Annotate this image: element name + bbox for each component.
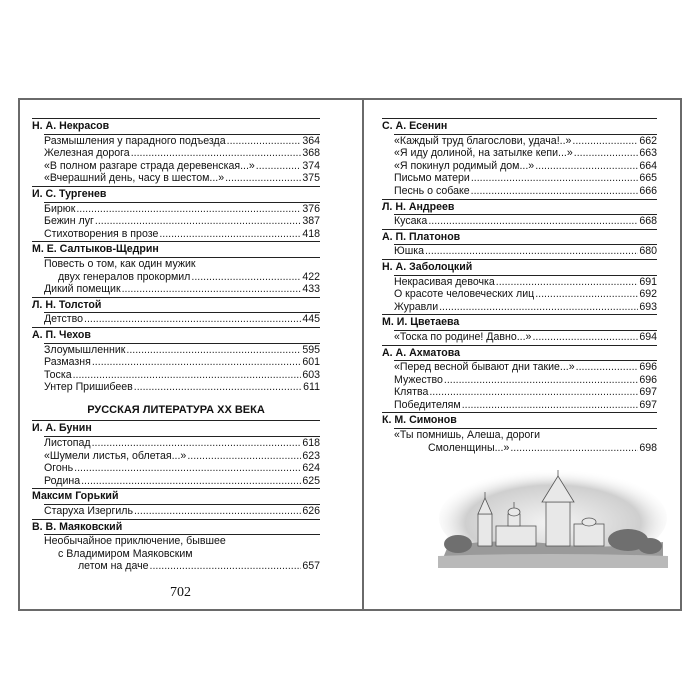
author-heading: А. П. Платонов xyxy=(382,229,657,245)
toc-left-column xyxy=(32,118,320,573)
toc-entry[interactable]: летом на даче ..... 657 xyxy=(44,560,320,573)
toc-entry[interactable]: Клятва ..... 697 xyxy=(394,386,657,399)
toc-entry-line[interactable]: Необычайное приключение, бывшее xyxy=(44,535,226,548)
toc-group xyxy=(44,134,320,185)
author-heading: Н. А. Некрасов xyxy=(32,118,320,134)
toc-entry[interactable]: Детство ..... 445 xyxy=(44,313,320,326)
toc-entry[interactable]: Бирюк ..... 376 xyxy=(44,203,320,216)
toc-group xyxy=(394,275,657,314)
toc-entry[interactable]: Старуха Изергиль ..... 626 xyxy=(44,505,320,518)
author-heading: Л. Н. Андреев xyxy=(382,199,657,215)
toc-entry[interactable]: Унтер Пришибеев ..... 611 xyxy=(44,381,320,394)
column-divider xyxy=(362,100,364,609)
toc-entry[interactable]: Листопад ..... 618 xyxy=(44,437,320,450)
toc-entry[interactable]: «Вчерашний день, часу в шестом...» ..... 375 xyxy=(44,172,320,185)
author-heading: С. А. Есенин xyxy=(382,118,657,134)
toc-entry[interactable]: двух генералов прокормил ..... 422 xyxy=(44,271,320,284)
toc-entry[interactable]: Огонь ..... 624 xyxy=(44,462,320,475)
toc-entry-line[interactable]: с Владимиром Маяковским xyxy=(58,547,193,560)
toc-group xyxy=(394,244,657,258)
toc-entry[interactable]: Злоумышленник ..... 595 xyxy=(44,344,320,357)
foreground xyxy=(438,554,668,568)
toc-group xyxy=(44,343,320,394)
toc-entry[interactable]: «Тоска по родине! Давно...» ..... 694 xyxy=(394,331,657,344)
toc-entry-line[interactable]: Повесть о том, как один мужик xyxy=(44,257,196,270)
author-heading: М. И. Цветаева xyxy=(382,314,657,330)
toc-entry[interactable]: «Шумели листья, облетая...» ..... 623 xyxy=(44,450,320,463)
toc-entry[interactable]: Юшка ..... 680 xyxy=(394,245,657,258)
toc-entry-line[interactable]: «Ты помнишь, Алеша, дороги xyxy=(394,429,541,442)
author-heading: А. П. Чехов xyxy=(32,327,320,343)
author-heading: А. А. Ахматова xyxy=(382,345,657,361)
toc-entry[interactable]: Смоленщины...» ..... 698 xyxy=(394,442,657,455)
author-heading: Максим Горький xyxy=(32,488,320,504)
toc-entry[interactable]: Песнь о собаке ..... 666 xyxy=(394,185,657,198)
toc-group xyxy=(394,214,657,228)
toc-group xyxy=(44,312,320,326)
toc-entry[interactable]: Размышления у парадного подъезда ..... 364 xyxy=(44,135,320,148)
toc-entry[interactable]: Некрасивая девочка ..... 691 xyxy=(394,276,657,289)
toc-entry[interactable]: Железная дорога ..... 368 xyxy=(44,147,320,160)
book-page-spread xyxy=(18,98,682,611)
toc-group xyxy=(44,436,320,487)
toc-entry[interactable]: «Я покинул родимый дом...» ..... 664 xyxy=(394,160,657,173)
toc-group xyxy=(44,504,320,518)
toc-entry[interactable]: «Я иду долиной, на затылке кепи...» ..... 663 xyxy=(394,147,657,160)
toc-entry[interactable]: Кусака ..... 668 xyxy=(394,215,657,228)
section-title: РУССКАЯ ЛИТЕРАТУРА XX ВЕКА xyxy=(87,403,265,416)
toc-entry[interactable]: Тоска ..... 603 xyxy=(44,369,320,382)
author-heading: М. Е. Салтыков-Щедрин xyxy=(32,241,320,257)
toc-entry[interactable]: «Перед весной бывают дни такие...» ..... 696 xyxy=(394,361,657,374)
author-heading: Л. Н. Толстой xyxy=(32,297,320,313)
toc-entry[interactable]: Дикий помещик ..... 433 xyxy=(44,283,320,296)
toc-group xyxy=(44,202,320,241)
toc-entry[interactable]: «В полном разгаре страда деревенская...» ..... 374 xyxy=(44,160,320,173)
page-number: 702 xyxy=(170,585,191,600)
toc-entry[interactable]: Победителям ..... 697 xyxy=(394,399,657,412)
toc-group xyxy=(44,257,320,296)
toc-group xyxy=(394,134,657,198)
author-heading: Н. А. Заболоцкий xyxy=(382,259,657,275)
author-heading: И. А. Бунин xyxy=(32,420,320,436)
author-heading: И. С. Тургенев xyxy=(32,186,320,202)
toc-entry[interactable]: Родина ..... 625 xyxy=(44,475,320,488)
toc-entry[interactable]: Письмо матери ..... 665 xyxy=(394,172,657,185)
toc-right-column xyxy=(382,118,657,454)
toc-entry[interactable]: Размазня ..... 601 xyxy=(44,356,320,369)
toc-entry[interactable]: Мужество ..... 696 xyxy=(394,374,657,387)
toc-group xyxy=(394,428,657,454)
toc-entry[interactable]: Бежин луг ..... 387 xyxy=(44,215,320,228)
toc-group xyxy=(394,360,657,411)
church-landscape-illustration xyxy=(438,468,668,568)
toc-group xyxy=(394,330,657,344)
toc-entry[interactable]: Стихотворения в прозе ..... 418 xyxy=(44,228,320,241)
toc-group xyxy=(44,534,320,573)
toc-entry[interactable]: «Каждый труд благослови, удача!..» ..... 662 xyxy=(394,135,657,148)
toc-entry[interactable]: Журавли ..... 693 xyxy=(394,301,657,314)
author-heading: К. М. Симонов xyxy=(382,412,657,428)
toc-entry[interactable]: О красоте человеческих лиц ..... 692 xyxy=(394,288,657,301)
author-heading: В. В. Маяковский xyxy=(32,519,320,535)
